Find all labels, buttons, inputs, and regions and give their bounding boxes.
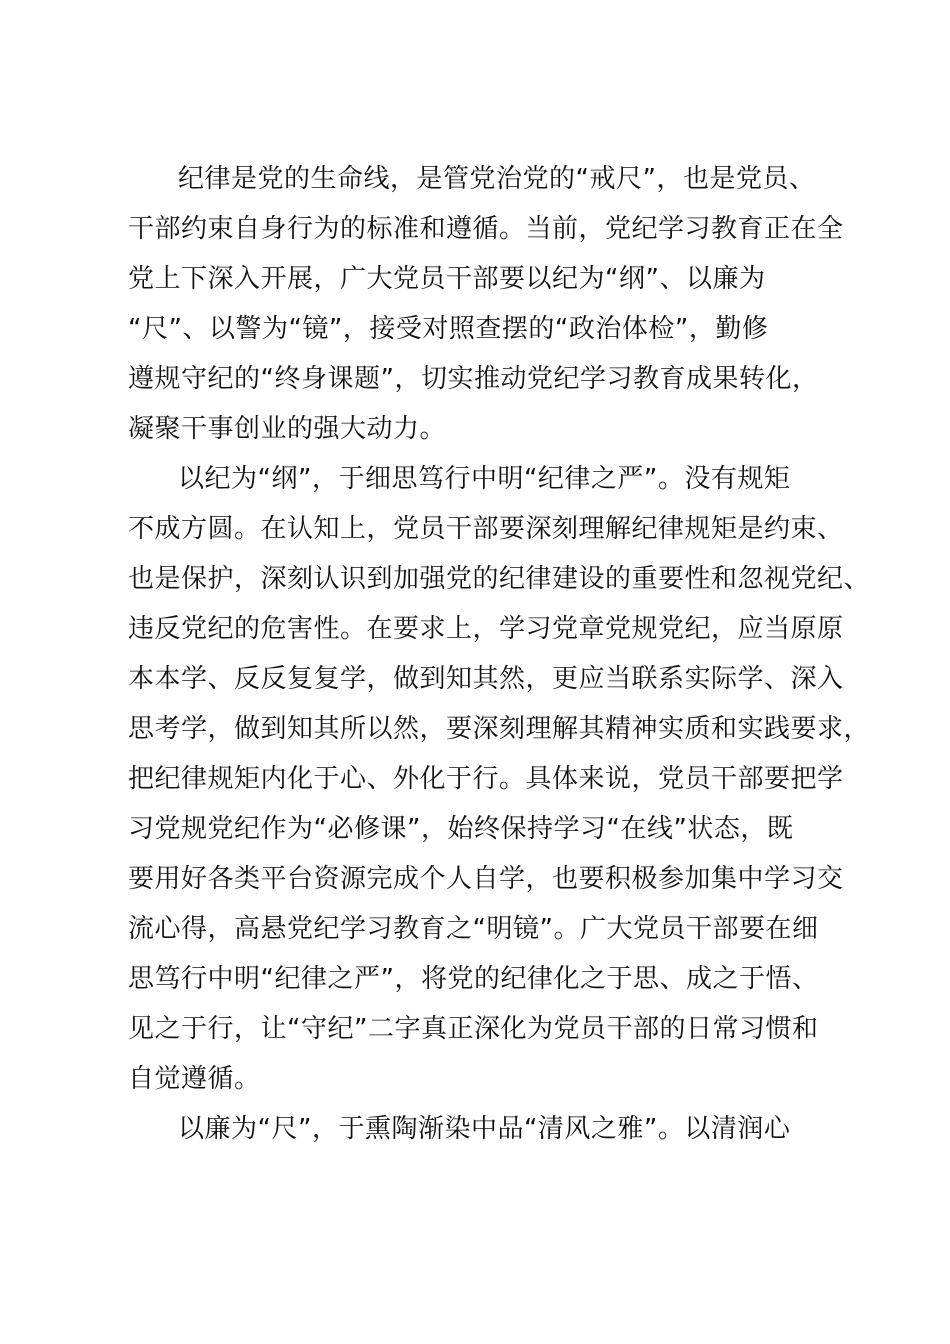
text-line: 违反党纪的危害性。在要求上，学习党章党规党纪，应当原原 [128, 614, 844, 644]
text-line: 把纪律规矩内化于心、外化于行。具体来说，党员干部要把学 [128, 764, 844, 794]
text-line: 要用好各类平台资源完成个人自学，也要积极参加集中学习交 [128, 864, 844, 894]
text-line: 凝聚干事创业的强大动力。 [128, 414, 447, 444]
text-line: 纪律是党的生命线，是管党治党的“戒尺”，也是党员、 [178, 164, 816, 194]
text-line: 自觉遵循。 [128, 1064, 261, 1094]
text-line: 不成方圆。在认知上，党员干部要深刻理解纪律规矩是约束、 [128, 514, 844, 544]
text-line: 习党规党纪作为“必修课”，始终保持学习“在线”状态，既 [128, 814, 794, 844]
text-line: 思考学，做到知其所以然，要深刻理解其精神实质和实践要求， [128, 714, 871, 744]
text-line: 党上下深入开展，广大党员干部要以纪为“纲”、以廉为 [128, 264, 766, 294]
text-line: 以廉为“尺”，于熏陶渐染中品“清风之雅”。以清润心 [178, 1114, 791, 1144]
text-line: “尺”、以警为“镜”，接受对照查摆的“政治体检”，勤修 [128, 314, 769, 344]
text-line: 干部约束自身行为的标准和遵循。当前，党纪学习教育正在全 [128, 214, 844, 244]
text-line: 见之于行，让“守纪”二字真正深化为党员干部的日常习惯和 [128, 1014, 819, 1044]
text-line: 思笃行中明“纪律之严”，将党的纪律化之于思、成之于悟、 [128, 964, 819, 994]
text-line: 也是保护，深刻认识到加强党的纪律建设的重要性和忽视党纪、 [128, 564, 871, 594]
text-line: 以纪为“纲”，于细思笃行中明“纪律之严”。没有规矩 [178, 464, 791, 494]
text-line: 流心得，高悬党纪学习教育之“明镜”。广大党员干部要在细 [128, 914, 819, 944]
text-line: 本本学、反反复复学，做到知其然，更应当联系实际学、深入 [128, 664, 844, 694]
text-line: 遵规守纪的“终身课题”，切实推动党纪学习教育成果转化， [128, 364, 819, 394]
